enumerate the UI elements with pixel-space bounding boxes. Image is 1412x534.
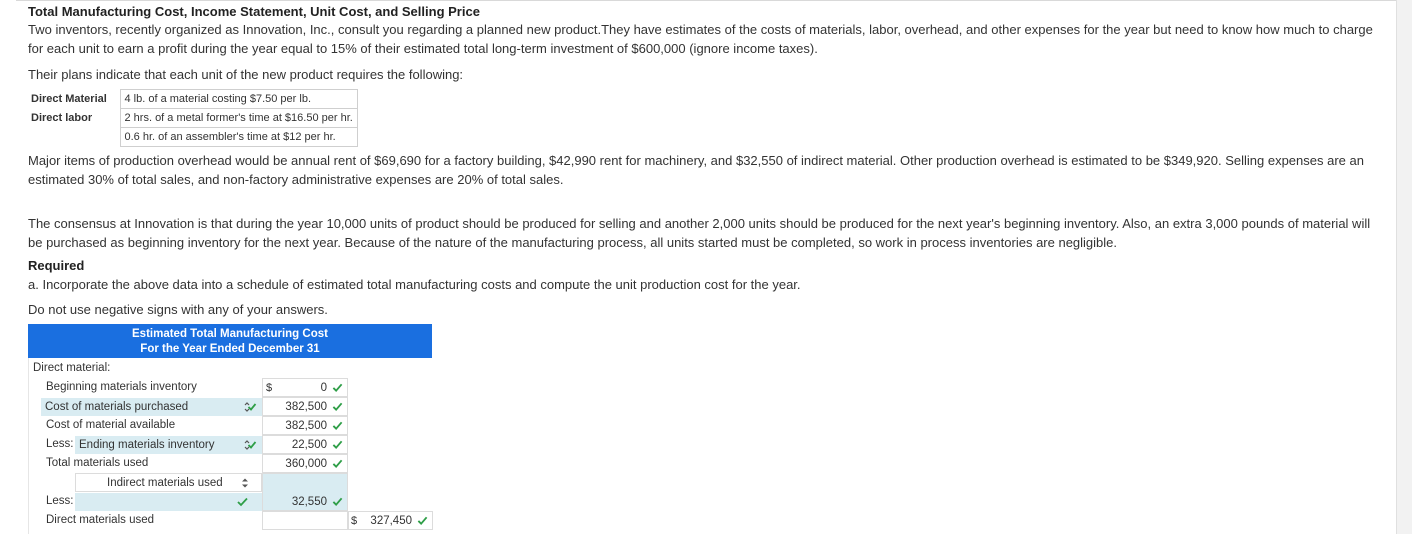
table-row xyxy=(29,397,433,416)
currency-symbol: $ xyxy=(266,382,273,394)
direct-used-label: Direct materials used xyxy=(46,514,155,526)
select-check-icon xyxy=(243,439,257,451)
less-indirect-select[interactable] xyxy=(75,492,262,511)
chevron-updown-icon xyxy=(238,477,252,489)
requirements-table xyxy=(28,89,358,147)
indirect-label: Indirect materials used xyxy=(107,477,223,489)
ending-label-select[interactable] xyxy=(75,435,262,454)
schedule-title: Estimated Total Manufacturing Cost xyxy=(132,328,328,340)
total-used-label: Total materials used xyxy=(46,457,149,469)
check-icon xyxy=(332,439,343,450)
schedule-period: For the Year Ended December 31 xyxy=(140,343,320,355)
purchased-input[interactable]: 382,500 xyxy=(262,397,348,416)
plans-paragraph: Their plans indicate that each unit of the new product requires the following: xyxy=(28,67,464,82)
direct-material-value: 4 lb. of a material costing $7.50 per lb. xyxy=(120,90,357,109)
purchased-label: Cost of materials purchased xyxy=(45,401,189,413)
check-icon xyxy=(332,382,343,393)
table-row xyxy=(29,416,433,435)
check-icon xyxy=(417,515,428,526)
table-row xyxy=(29,378,433,397)
direct-labor-spacer xyxy=(28,128,120,147)
schedule-header xyxy=(28,324,432,358)
overhead-paragraph: Major items of production overhead would be annual rent of $69,690 for a factory building, $42,990 rent for machinery, and $32,550 of indirect material. Other production overhead is estimated to be $349,920. Selling expenses are an estimated 30% of total sales, and non-factory administrative expenses are 20% of total sales. xyxy=(28,153,1364,187)
available-label: Cost of material available xyxy=(46,419,176,431)
section-row xyxy=(29,359,433,378)
select-check-icon xyxy=(243,401,257,413)
indirect-label-select[interactable] xyxy=(75,473,262,492)
consensus-paragraph: The consensus at Innovation is that during the year 10,000 units of product should be produced for selling and another 2,000 units should be produced for the next year's beginning inventory. Also, an extra 3,000 pounds of material will be purchased as beginning inventory for the next year. Because of the nature of the manufacturing process, all units started must be completed, so work in process inventories are negligible. xyxy=(28,216,1371,250)
direct-labor-value-1: 2 hrs. of a metal former's time at $16.50 per hr. xyxy=(120,109,357,128)
indirect-input[interactable]: 32,550 xyxy=(262,473,348,511)
instruction-text: Do not use negative signs with any of your answers. xyxy=(28,302,328,317)
ending-input[interactable]: 22,500 xyxy=(262,435,348,454)
table-row xyxy=(29,492,433,511)
right-gutter xyxy=(1397,0,1412,534)
required-heading: Required xyxy=(28,258,85,273)
direct-used-empty-cell[interactable] xyxy=(262,511,348,530)
ending-label: Ending materials inventory xyxy=(79,439,215,451)
less-label-2: Less: xyxy=(46,495,74,507)
intro-paragraph: Two inventors, recently organized as Innovation, Inc., consult you regarding a planned new product.They have estimates of the costs of materials, labor, overhead, and other expenses for the year but need to know how much to charge for each unit to earn a profit during the year equal to 15% of their estimated total long-term investment of $600,000 (ignore income taxes). xyxy=(28,22,1373,56)
direct-used-input[interactable]: $ 327,450 xyxy=(348,511,433,530)
table-row xyxy=(29,454,433,473)
problem-title: Total Manufacturing Cost, Income Statement, Unit Cost, and Selling Price xyxy=(28,4,480,19)
beginning-inventory-label: Beginning materials inventory xyxy=(46,381,197,393)
direct-labor-label: Direct labor xyxy=(31,112,93,124)
beginning-inventory-input[interactable]: $ 0 xyxy=(262,378,348,397)
table-row xyxy=(29,511,433,530)
currency-symbol: $ xyxy=(351,515,358,527)
manufacturing-cost-schedule xyxy=(28,324,432,534)
direct-labor-value-2: 0.6 hr. of an assembler's time at $12 per hr. xyxy=(120,128,357,147)
check-icon xyxy=(235,496,249,508)
frame-top-border xyxy=(16,0,1396,1)
direct-material-label: Direct Material xyxy=(31,93,107,105)
check-icon xyxy=(332,458,343,469)
section-label: Direct material: xyxy=(33,362,111,374)
purchased-label-select[interactable] xyxy=(41,397,262,416)
available-input[interactable]: 382,500 xyxy=(262,416,348,435)
total-used-input[interactable]: 360,000 xyxy=(262,454,348,473)
check-icon xyxy=(332,420,343,431)
required-a-text: a. Incorporate the above data into a schedule of estimated total manufacturing costs and compute the unit production cost for the year. xyxy=(28,277,801,292)
schedule-body xyxy=(28,358,432,534)
table-row xyxy=(29,435,433,454)
less-label: Less: xyxy=(46,438,74,450)
check-icon xyxy=(332,401,343,412)
